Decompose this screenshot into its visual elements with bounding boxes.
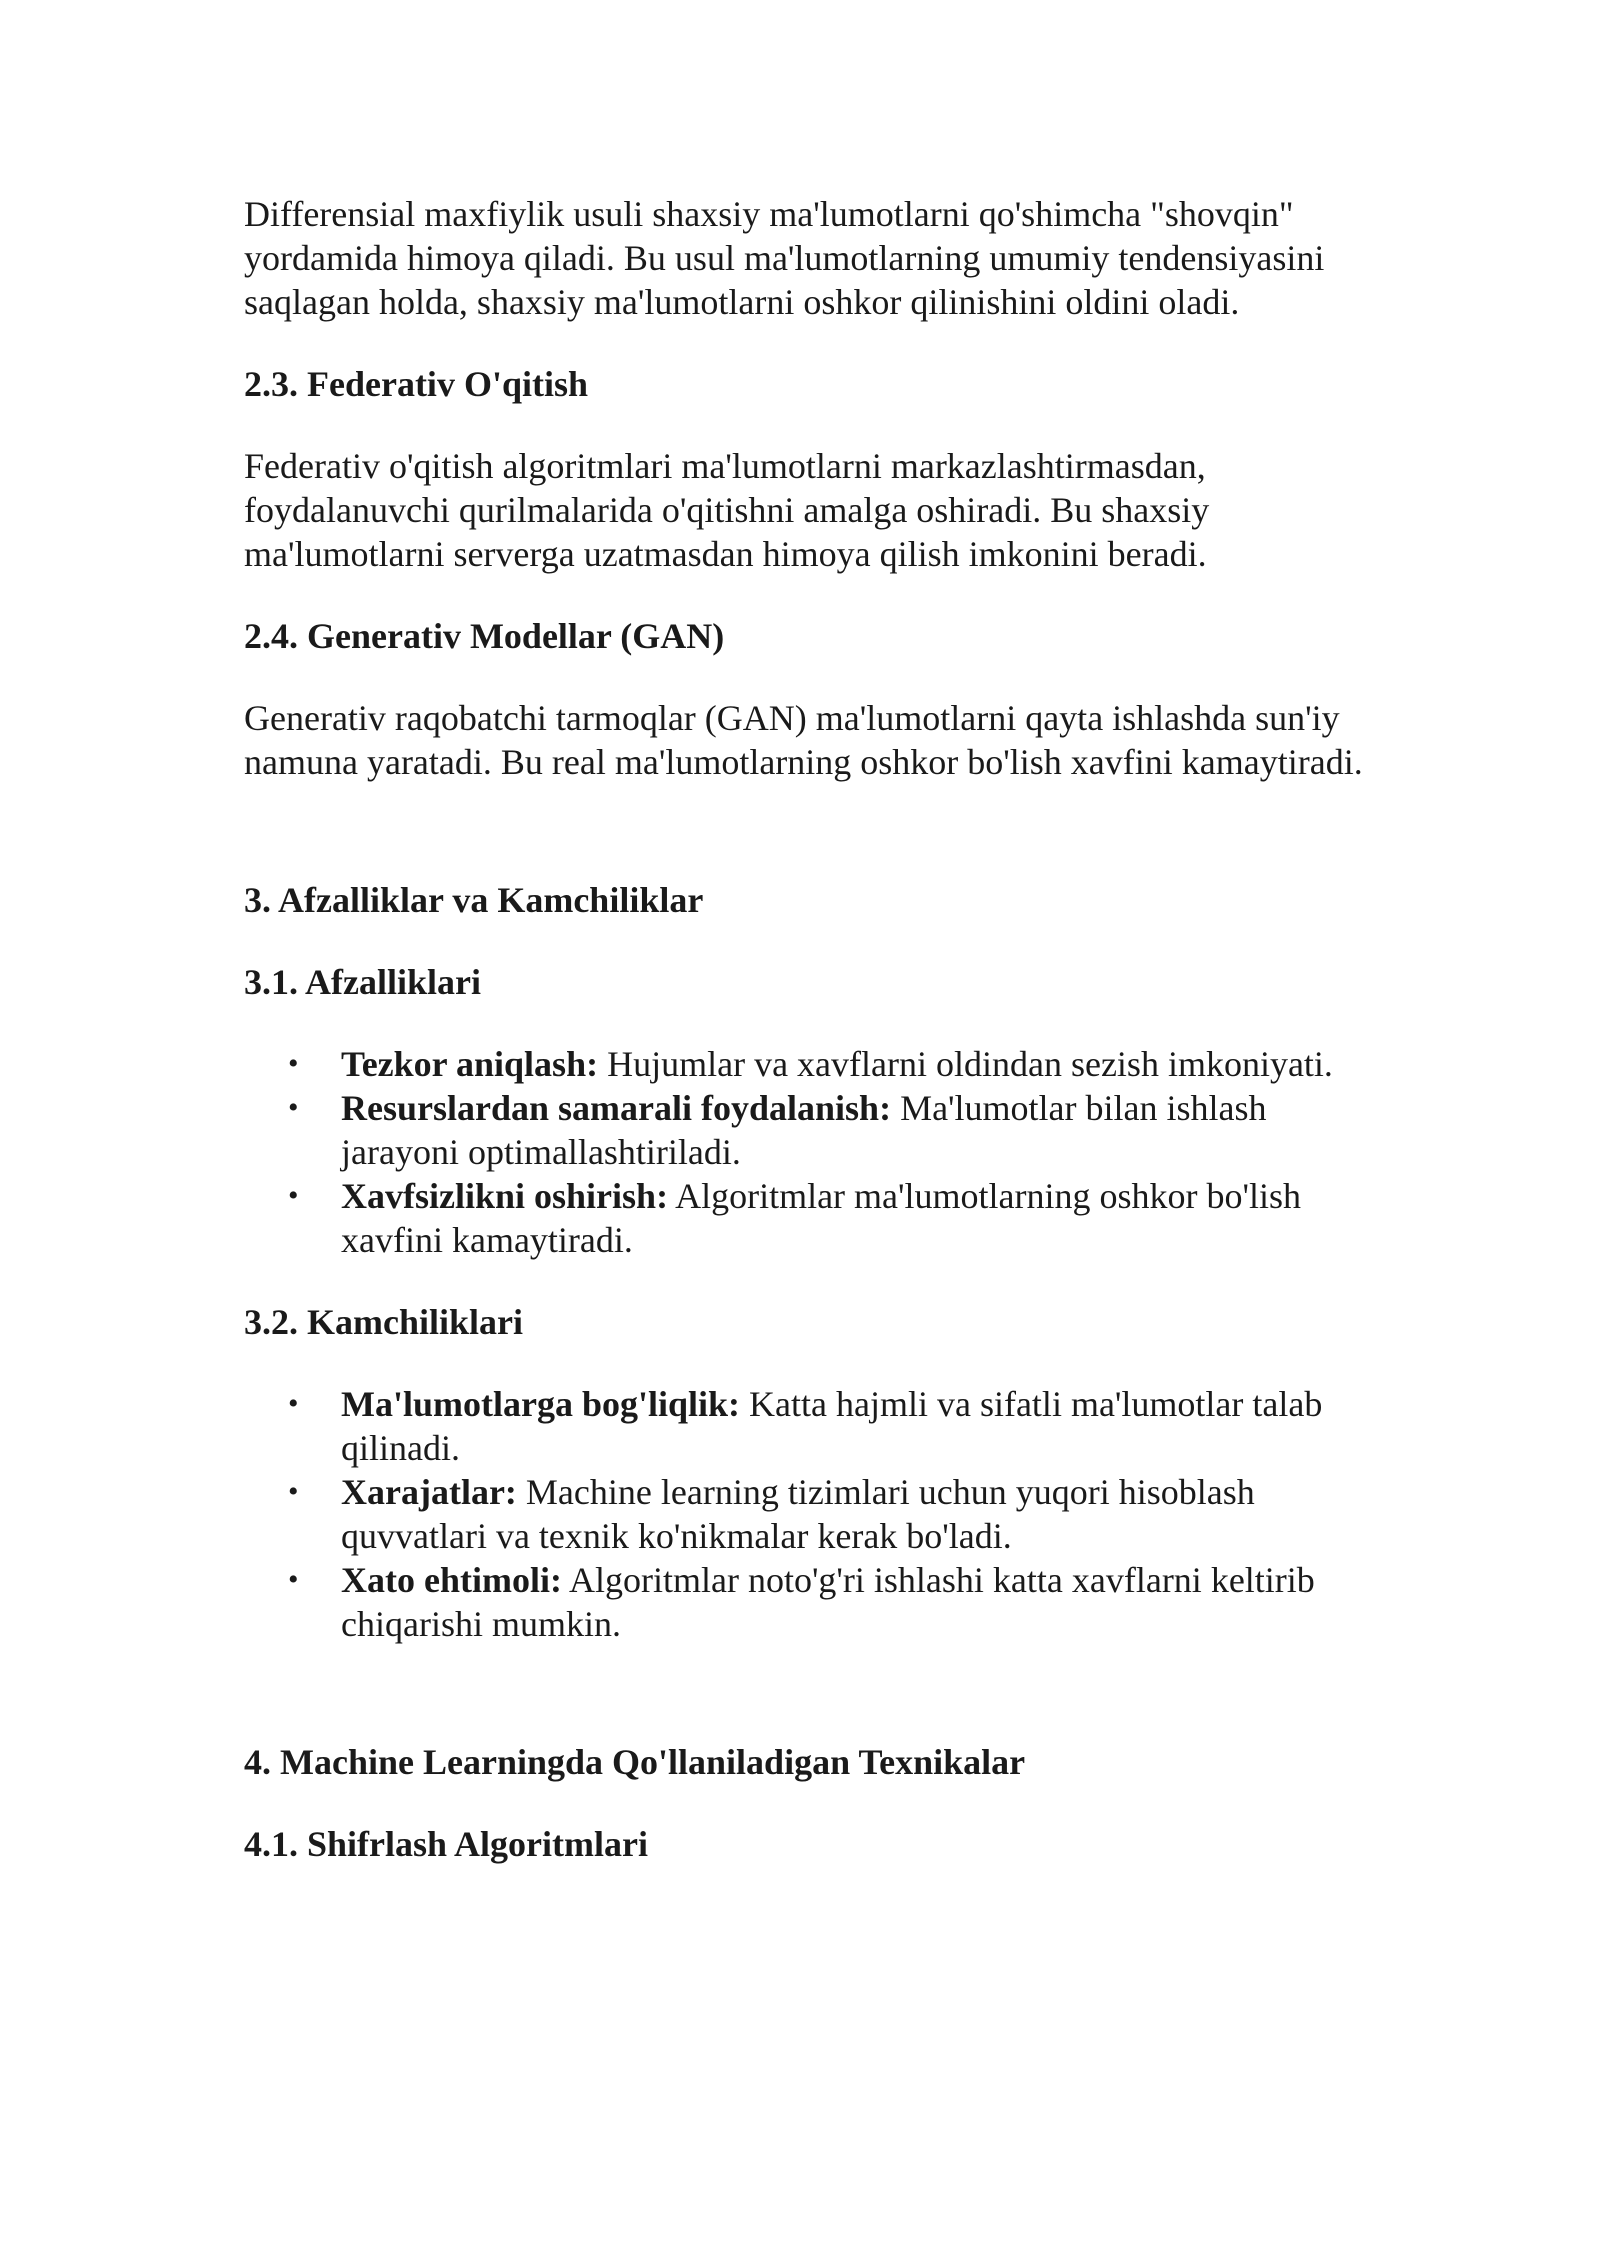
advantages-list [244, 1042, 1374, 1262]
list-item-text: Algoritmlar ma'lumotlarning oshkor bo'lish xavfini kamaytiradi. [341, 1176, 1301, 1260]
list-item-text: Katta hajmli va sifatli ma'lumotlar talab qilinadi. [341, 1384, 1323, 1468]
list-item-term: Xavfsizlikni oshirish: [341, 1176, 669, 1216]
heading-2-4: 2.4. Generativ Modellar (GAN) [244, 616, 725, 656]
document-page [244, 192, 1374, 1866]
list-item-text: Hujumlar va xavflarni oldindan sezish imkoniyati. [598, 1044, 1333, 1084]
heading-3-1: 3.1. Afzalliklari [244, 962, 481, 1002]
heading-3-2: 3.2. Kamchiliklari [244, 1302, 523, 1342]
list-item [244, 1382, 1374, 1470]
paragraph-gan: Generativ raqobatchi tarmoqlar (GAN) ma'lumotlarni qayta ishlashda sun'iy namuna yaratadi. Bu real ma'lumotlarning oshkor bo'lish xavfini kamaytiradi. [244, 698, 1363, 782]
list-item-term: Tezkor aniqlash: [341, 1044, 599, 1084]
list-item-term: Ma'lumotlarga bog'liqlik: [341, 1384, 741, 1424]
heading-4: 4. Machine Learningda Qo'llaniladigan Texnikalar [244, 1742, 1026, 1782]
heading-3: 3. Afzalliklar va Kamchiliklar [244, 880, 704, 920]
list-item [244, 1558, 1374, 1646]
list-item-term: Resurslardan samarali foydalanish: [341, 1088, 892, 1128]
list-item [244, 1042, 1374, 1086]
paragraph-differential-privacy: Differensial maxfiylik usuli shaxsiy ma'lumotlarni qo'shimcha "shovqin" yordamida himoya qiladi. Bu usul ma'lumotlarning umumiy tendensiyasini saqlagan holda, shaxsiy ma'lumotlarni oshkor qilinishini oldini oladi. [244, 194, 1325, 322]
heading-2-3: 2.3. Federativ O'qitish [244, 364, 588, 404]
list-item [244, 1174, 1374, 1262]
list-item-text: Algoritmlar noto'g'ri ishlashi katta xavflarni keltirib chiqarishi mumkin. [341, 1560, 1315, 1644]
list-item-text: Machine learning tizimlari uchun yuqori hisoblash quvvatlari va texnik ko'nikmalar kerak bo'ladi. [341, 1472, 1255, 1556]
list-item-term: Xato ehtimoli: [341, 1560, 562, 1600]
list-item-term: Xarajatlar: [341, 1472, 517, 1512]
list-item [244, 1470, 1374, 1558]
paragraph-federated-learning: Federativ o'qitish algoritmlari ma'lumotlarni markazlashtirmasdan, foydalanuvchi qurilmalarida o'qitishni amalga oshiradi. Bu shaxsiy ma'lumotlarni serverga uzatmasdan himoya qilish imkonini beradi. [244, 446, 1210, 574]
heading-4-1: 4.1. Shifrlash Algoritmlari [244, 1824, 648, 1864]
disadvantages-list [244, 1382, 1374, 1646]
list-item [244, 1086, 1374, 1174]
list-item-text: Ma'lumotlar bilan ishlash jarayoni optimallashtiriladi. [341, 1088, 1267, 1172]
